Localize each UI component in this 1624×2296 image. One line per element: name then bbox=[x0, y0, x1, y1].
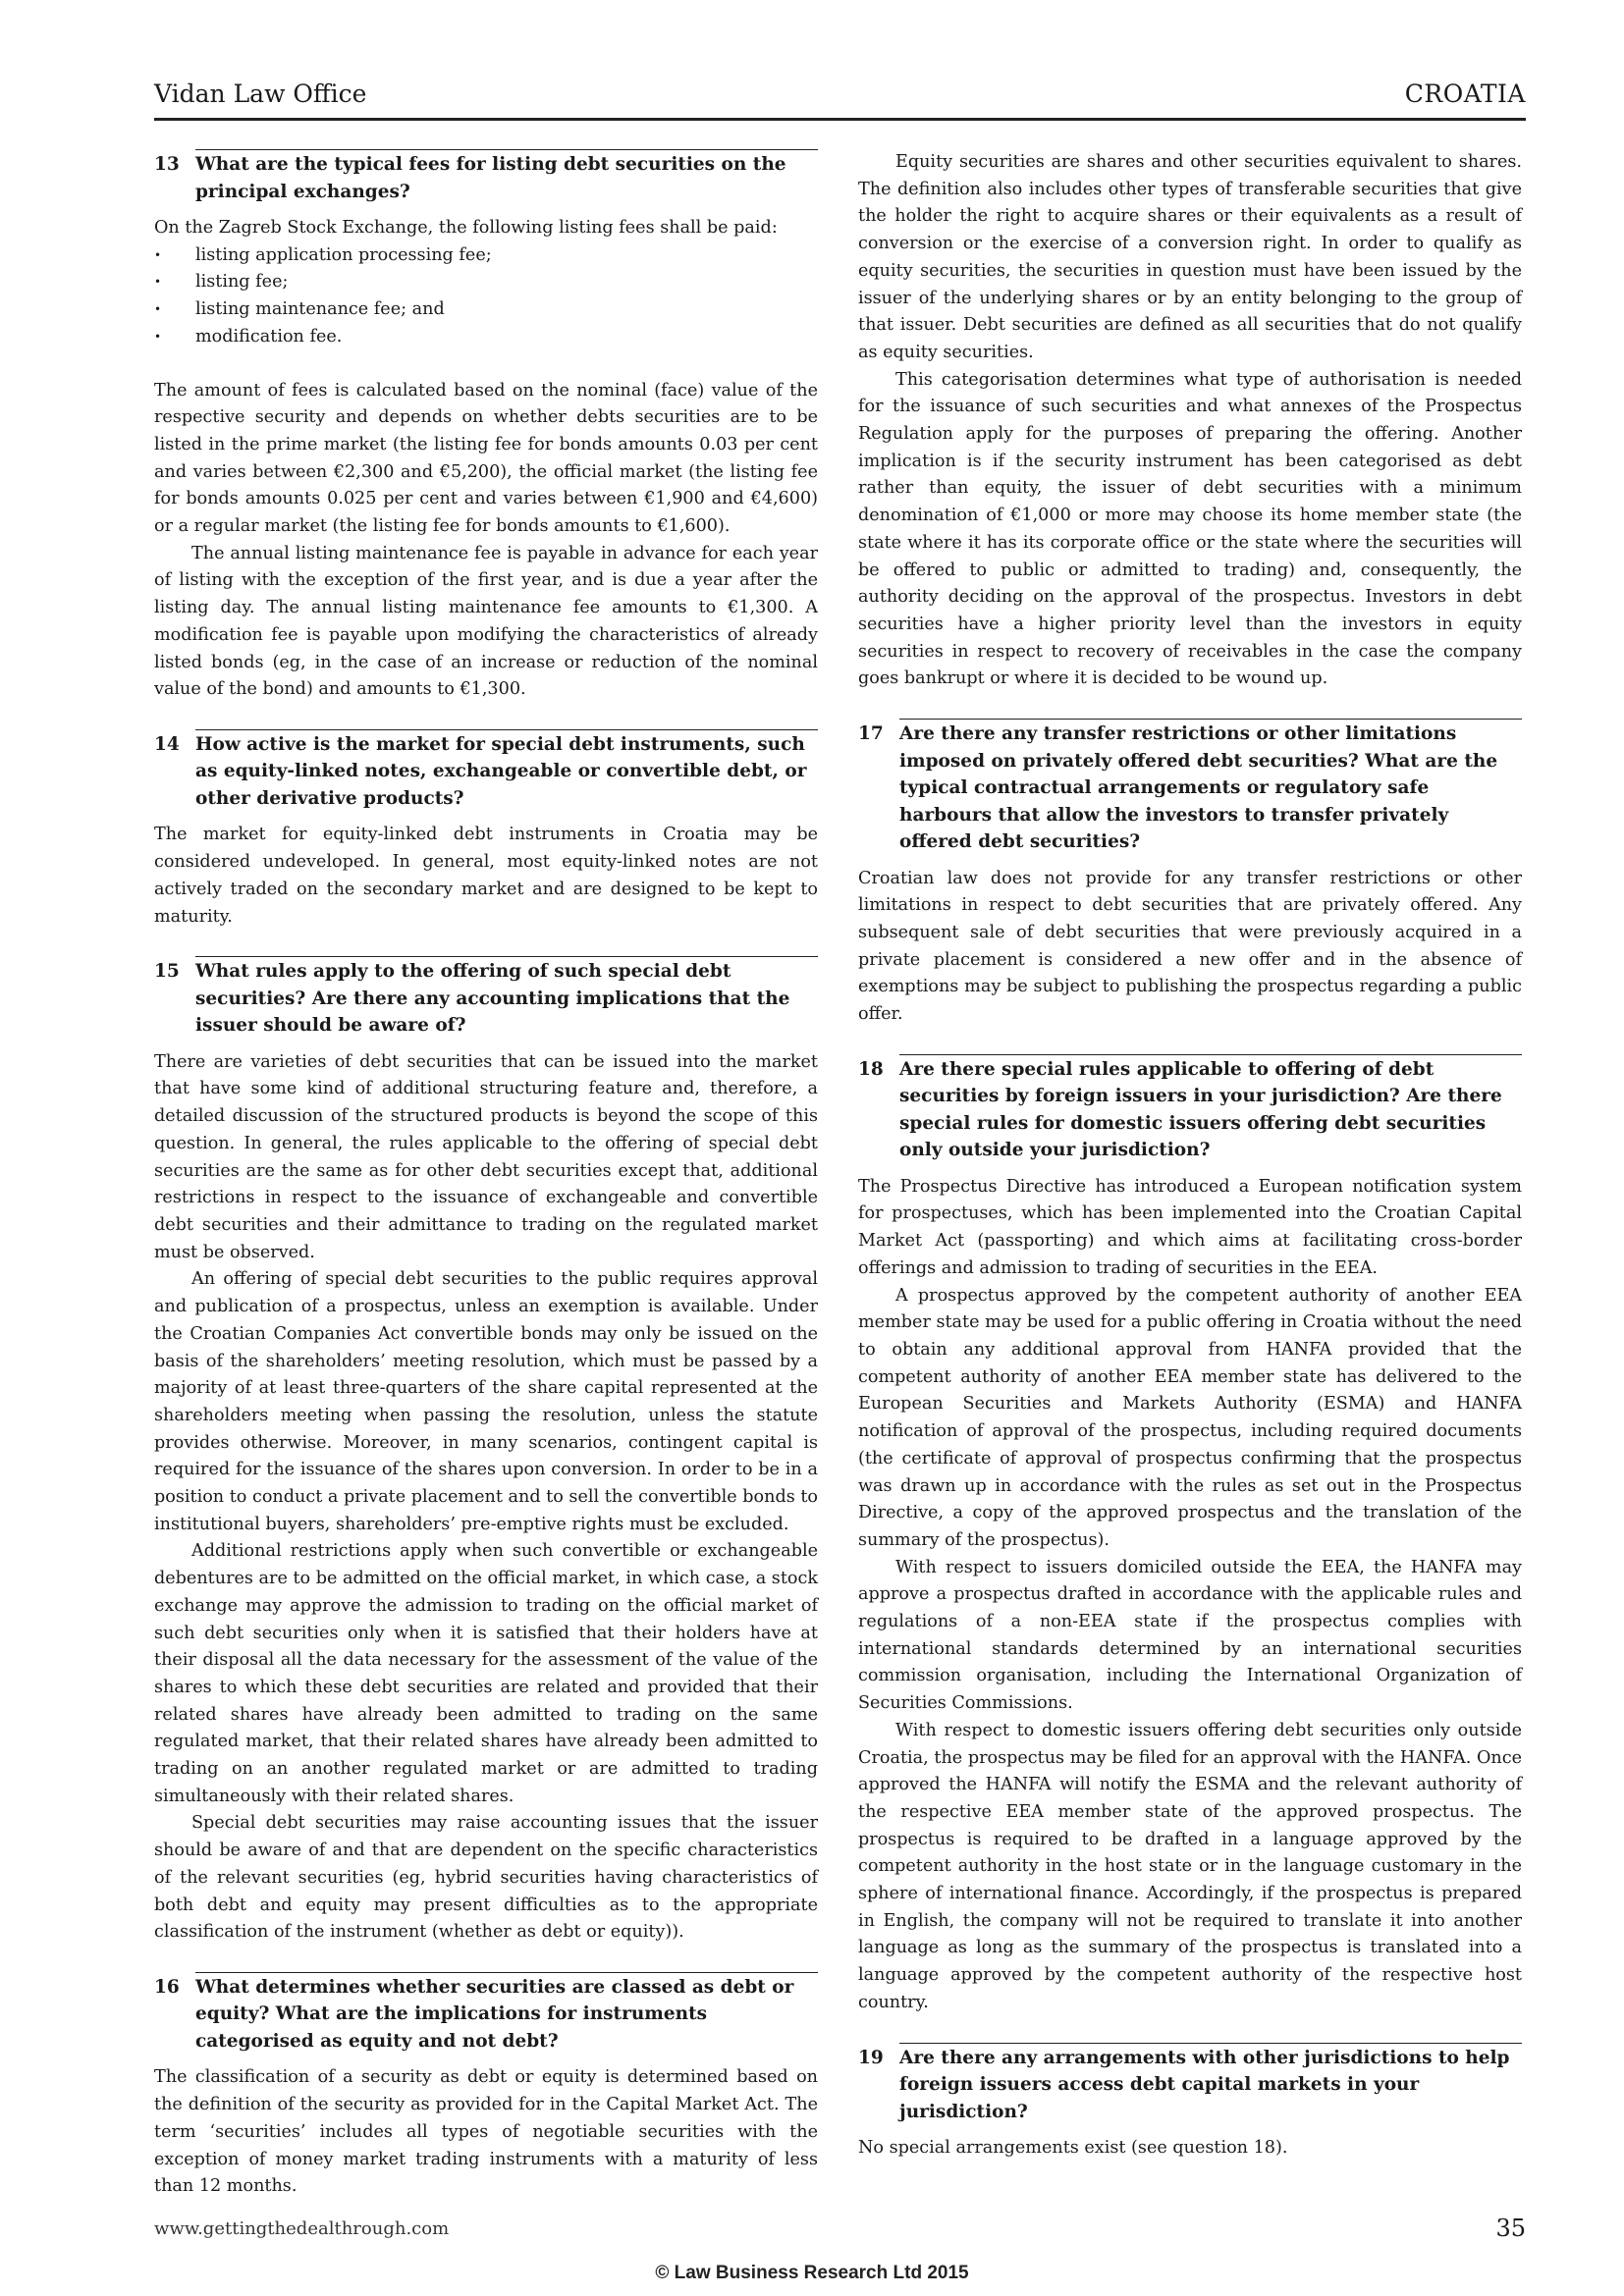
question-number: 15 bbox=[154, 961, 180, 983]
question-title: Are there special rules applicable to offering of debt securities by foreign issuers in your jurisdiction? Are there special rules for domestic issuers offering debt securities only outside your jurisdiction? bbox=[899, 1058, 1502, 1161]
question-14 bbox=[154, 729, 818, 813]
answer-paragraph: The Prospectus Directive has introduced a European notification system for prospectuses, which has been implemented into the Croatian Capital Market Act (passporting) and which aims at facilitating cross-border offerings and admission to trading of securities in the EEA. bbox=[858, 1176, 1522, 1278]
question-15 bbox=[154, 956, 818, 1040]
left-column bbox=[154, 149, 818, 2201]
question-title: What are the typical fees for listing debt securities on the principal exchanges? bbox=[195, 154, 786, 202]
list-item: • listing application processing fee; bbox=[154, 242, 818, 270]
answer-paragraph: Croatian law does not provide for any transfer restrictions or other limitations in respect to debt securities that are privately offered. Any subsequent sale of debt securities that were previously acquired in a private placement is considered a new offer and in the absence of exemptions may be subject to publishing the prospectus regarding a public offer. bbox=[858, 868, 1522, 1025]
answer-paragraph: On the Zagreb Stock Exchange, the following listing fees shall be paid: bbox=[154, 218, 778, 238]
question-13 bbox=[154, 149, 818, 205]
answer-paragraph: This categorisation determines what type of authorisation is needed for the issuance of such securities and what annexes of the Prospectus Regulation apply for the purposes of preparing the offering. Another implication is if the security instrument has been categorised as debt rather than equity, the issuer of debt securities with a minimum denomination of €1,000 or more may choose its home member state (the state where it has its corporate office or the state where the securities will be offered to public or admitted to trading) and, consequently, the authority deciding on the approval of the prospectus. Investors in debt securities have a higher priority level than the investors in equity securities in respect to recovery of receivables in the case the company goes bankrupt or where it is decided to be wound up. bbox=[858, 369, 1522, 689]
question-number: 13 bbox=[154, 154, 180, 175]
copyright-notice: © Law Business Research Ltd 2015 bbox=[655, 2263, 969, 2283]
question-number: 16 bbox=[154, 1976, 180, 1998]
question-number: 14 bbox=[154, 733, 180, 755]
list-item: • listing maintenance fee; and bbox=[154, 296, 818, 324]
question-number: 19 bbox=[858, 2047, 884, 2068]
answer-paragraph: Additional restrictions apply when such convertible or exchangeable debentures are to be admitted on the official market, in which case, a stock exchange may approve the admission to trading on the official market of such debt securities only when it is satisfied that their holders have at their disposal all the data necessary for the assessment of the value of the shares to which these debt securities are related and provided that their related shares have already been admitted to trading on the same regulated market, that their related shares have already been admitted to trading on an another regulated market or are admitted to trading simultaneously with their related shares. bbox=[154, 1541, 818, 1806]
question-title: What rules apply to the offering of such special debt securities? Are there any accounting implications that the issuer should be aware of? bbox=[195, 961, 790, 1037]
question-title: Are there any transfer restrictions or other limitations imposed on privately offered debt securities? What are the typical contractual arrangements or regulatory safe harbours that allow the investors to transfer privately offered debt securities? bbox=[899, 723, 1498, 853]
question-19 bbox=[858, 2043, 1522, 2126]
header-firm-name: Vidan Law Office bbox=[154, 80, 367, 108]
question-number: 18 bbox=[858, 1058, 884, 1080]
fee-list bbox=[154, 242, 818, 351]
footer-website-link[interactable]: www.gettingthedealthrough.com bbox=[154, 2218, 450, 2239]
question-title: How active is the market for special debt instruments, such as equity-linked notes, exchangeable or convertible debt, or other derivative products? bbox=[195, 733, 807, 809]
question-title: Are there any arrangements with other jurisdictions to help foreign issuers access debt capital markets in your jurisdiction? bbox=[899, 2047, 1510, 2122]
list-item: • modification fee. bbox=[154, 324, 818, 351]
answer-paragraph: With respect to domestic issuers offering debt securities only outside Croatia, the prospectus may be filed for an approval with the HANFA. Once approved the HANFA will notify the ESMA and the relevant authority of the respective EEA member state of the approved prospectus. The prospectus is required to be drafted in a language approved by the competent authority in the host state or in the language customary in the sphere of international finance. Accordingly, if the prospectus is prepared in English, the company will not be required to translate it into another language as long as the summary of the prospectus is translated into a language approved by the competent authority of the respective host country. bbox=[858, 1720, 1522, 2012]
question-number: 17 bbox=[858, 723, 884, 745]
question-18 bbox=[858, 1054, 1522, 1164]
question-16 bbox=[154, 1972, 818, 2056]
list-item: • listing fee; bbox=[154, 269, 818, 296]
answer-paragraph: No special arrangements exist (see question 18). bbox=[858, 2138, 1288, 2159]
answer-paragraph: The market for equity-linked debt instruments in Croatia may be considered undeveloped. In general, most equity-linked notes are not actively traded on the secondary market and are designed to be kept to maturity. bbox=[154, 825, 818, 927]
answer-paragraph: The amount of fees is calculated based on the nominal (face) value of the respective security and depends on whether debts securities are to be listed in the prime market (the listing fee for bonds amounts 0.03 per cent and varies between €2,300 and €5,200), the official market (the listing fee for bonds amounts 0.025 per cent and varies between €1,900 and €4,600) or a regular market (the listing fee for bonds amounts to €1,600). bbox=[154, 380, 818, 537]
right-column bbox=[858, 149, 1522, 2163]
question-title: What determines whether securities are classed as debt or equity? What are the implications for instruments categorised as equity and not debt? bbox=[195, 1976, 794, 2052]
answer-paragraph: An offering of special debt securities to the public requires approval and publication of a prospectus, unless an exemption is available. Under the Croatian Companies Act convertible bonds may only be issued on the basis of the shareholders’ meeting resolution, which must be passed by a majority of at least three-quarters of the share capital represented at the shareholders meeting when passing the resolution, unless the statute provides otherwise. Moreover, in many scenarios, contingent capital is required for the issuance of the shares upon conversion. In order to be in a position to conduct a private placement and to sell the convertible bonds to institutional buyers, shareholders’ pre-emptive rights must be excluded. bbox=[154, 1269, 818, 1534]
answer-paragraph: With respect to issuers domiciled outside the EEA, the HANFA may approve a prospectus drafted in accordance with the applicable rules and regulations of a non-EEA state if the prospectus complies with international standards determined by an international securities commission organisation, including the International Organization of Securities Commissions. bbox=[858, 1557, 1522, 1714]
answer-paragraph: Equity securities are shares and other securities equivalent to shares. The definition also includes other types of transferable securities that give the holder the right to acquire shares or their equivalents as a result of conversion or the exercise of a conversion right. In order to qualify as equity securities, the securities in question must have been issued by the issuer of the underlying shares or by an entity belonging to the group of that issuer. Debt securities are defined as all securities that do not qualify as equity securities. bbox=[858, 152, 1522, 362]
answer-paragraph: The classification of a security as debt or equity is determined based on the definition of the security as provided for in the Capital Market Act. The term ‘securities’ includes all types of negotiable securities with the exception of money market trading instruments with a maturity of less than 12 months. bbox=[154, 2067, 818, 2197]
page-number: 35 bbox=[1495, 2215, 1526, 2242]
page-header bbox=[154, 69, 1526, 121]
answer-paragraph: The annual listing maintenance fee is payable in advance for each year of listing with the exception of the first year, and is due a year after the listing day. The annual listing maintenance fee amounts to €1,300. A modification fee is payable upon modifying the characteristics of already listed bonds (eg, in the case of an increase or reduction of the nominal value of the bond) and amounts to €1,300. bbox=[154, 543, 818, 700]
answer-paragraph: Special debt securities may raise accounting issues that the issuer should be aware of and that are dependent on the specific characteristics of the relevant securities (eg, hybrid securities having characteristics of both debt and equity may present difficulties as to the appropriate classification of the instrument (whether as debt or equity)). bbox=[154, 1813, 818, 1943]
question-17 bbox=[858, 719, 1522, 856]
answer-paragraph: There are varieties of debt securities that can be issued into the market that have some kind of additional structuring feature and, therefore, a detailed discussion of the structured products is beyond the scope of this question. In general, the rules applicable to the offering of special debt securities are the same as for other debt securities except that, additional restrictions in respect to the issuance of exchangeable and convertible debt securities and their admittance to trading on the regulated market must be observed. bbox=[154, 1051, 818, 1262]
header-country: CROATIA bbox=[1404, 80, 1526, 108]
answer-paragraph: A prospectus approved by the competent authority of another EEA member state may be used for a public offering in Croatia without the need to obtain any additional approval from HANFA provided that the competent authority of another EEA member state has delivered to the European Securities and Markets Authority (ESMA) and HANFA notification of approval of the prospectus, including required documents (the certificate of approval of prospectus confirming that the prospectus was drawn up in accordance with the rules as set out in the Prospectus Directive, a copy of the approved prospectus and the translation of the summary of the prospectus). bbox=[858, 1285, 1522, 1550]
